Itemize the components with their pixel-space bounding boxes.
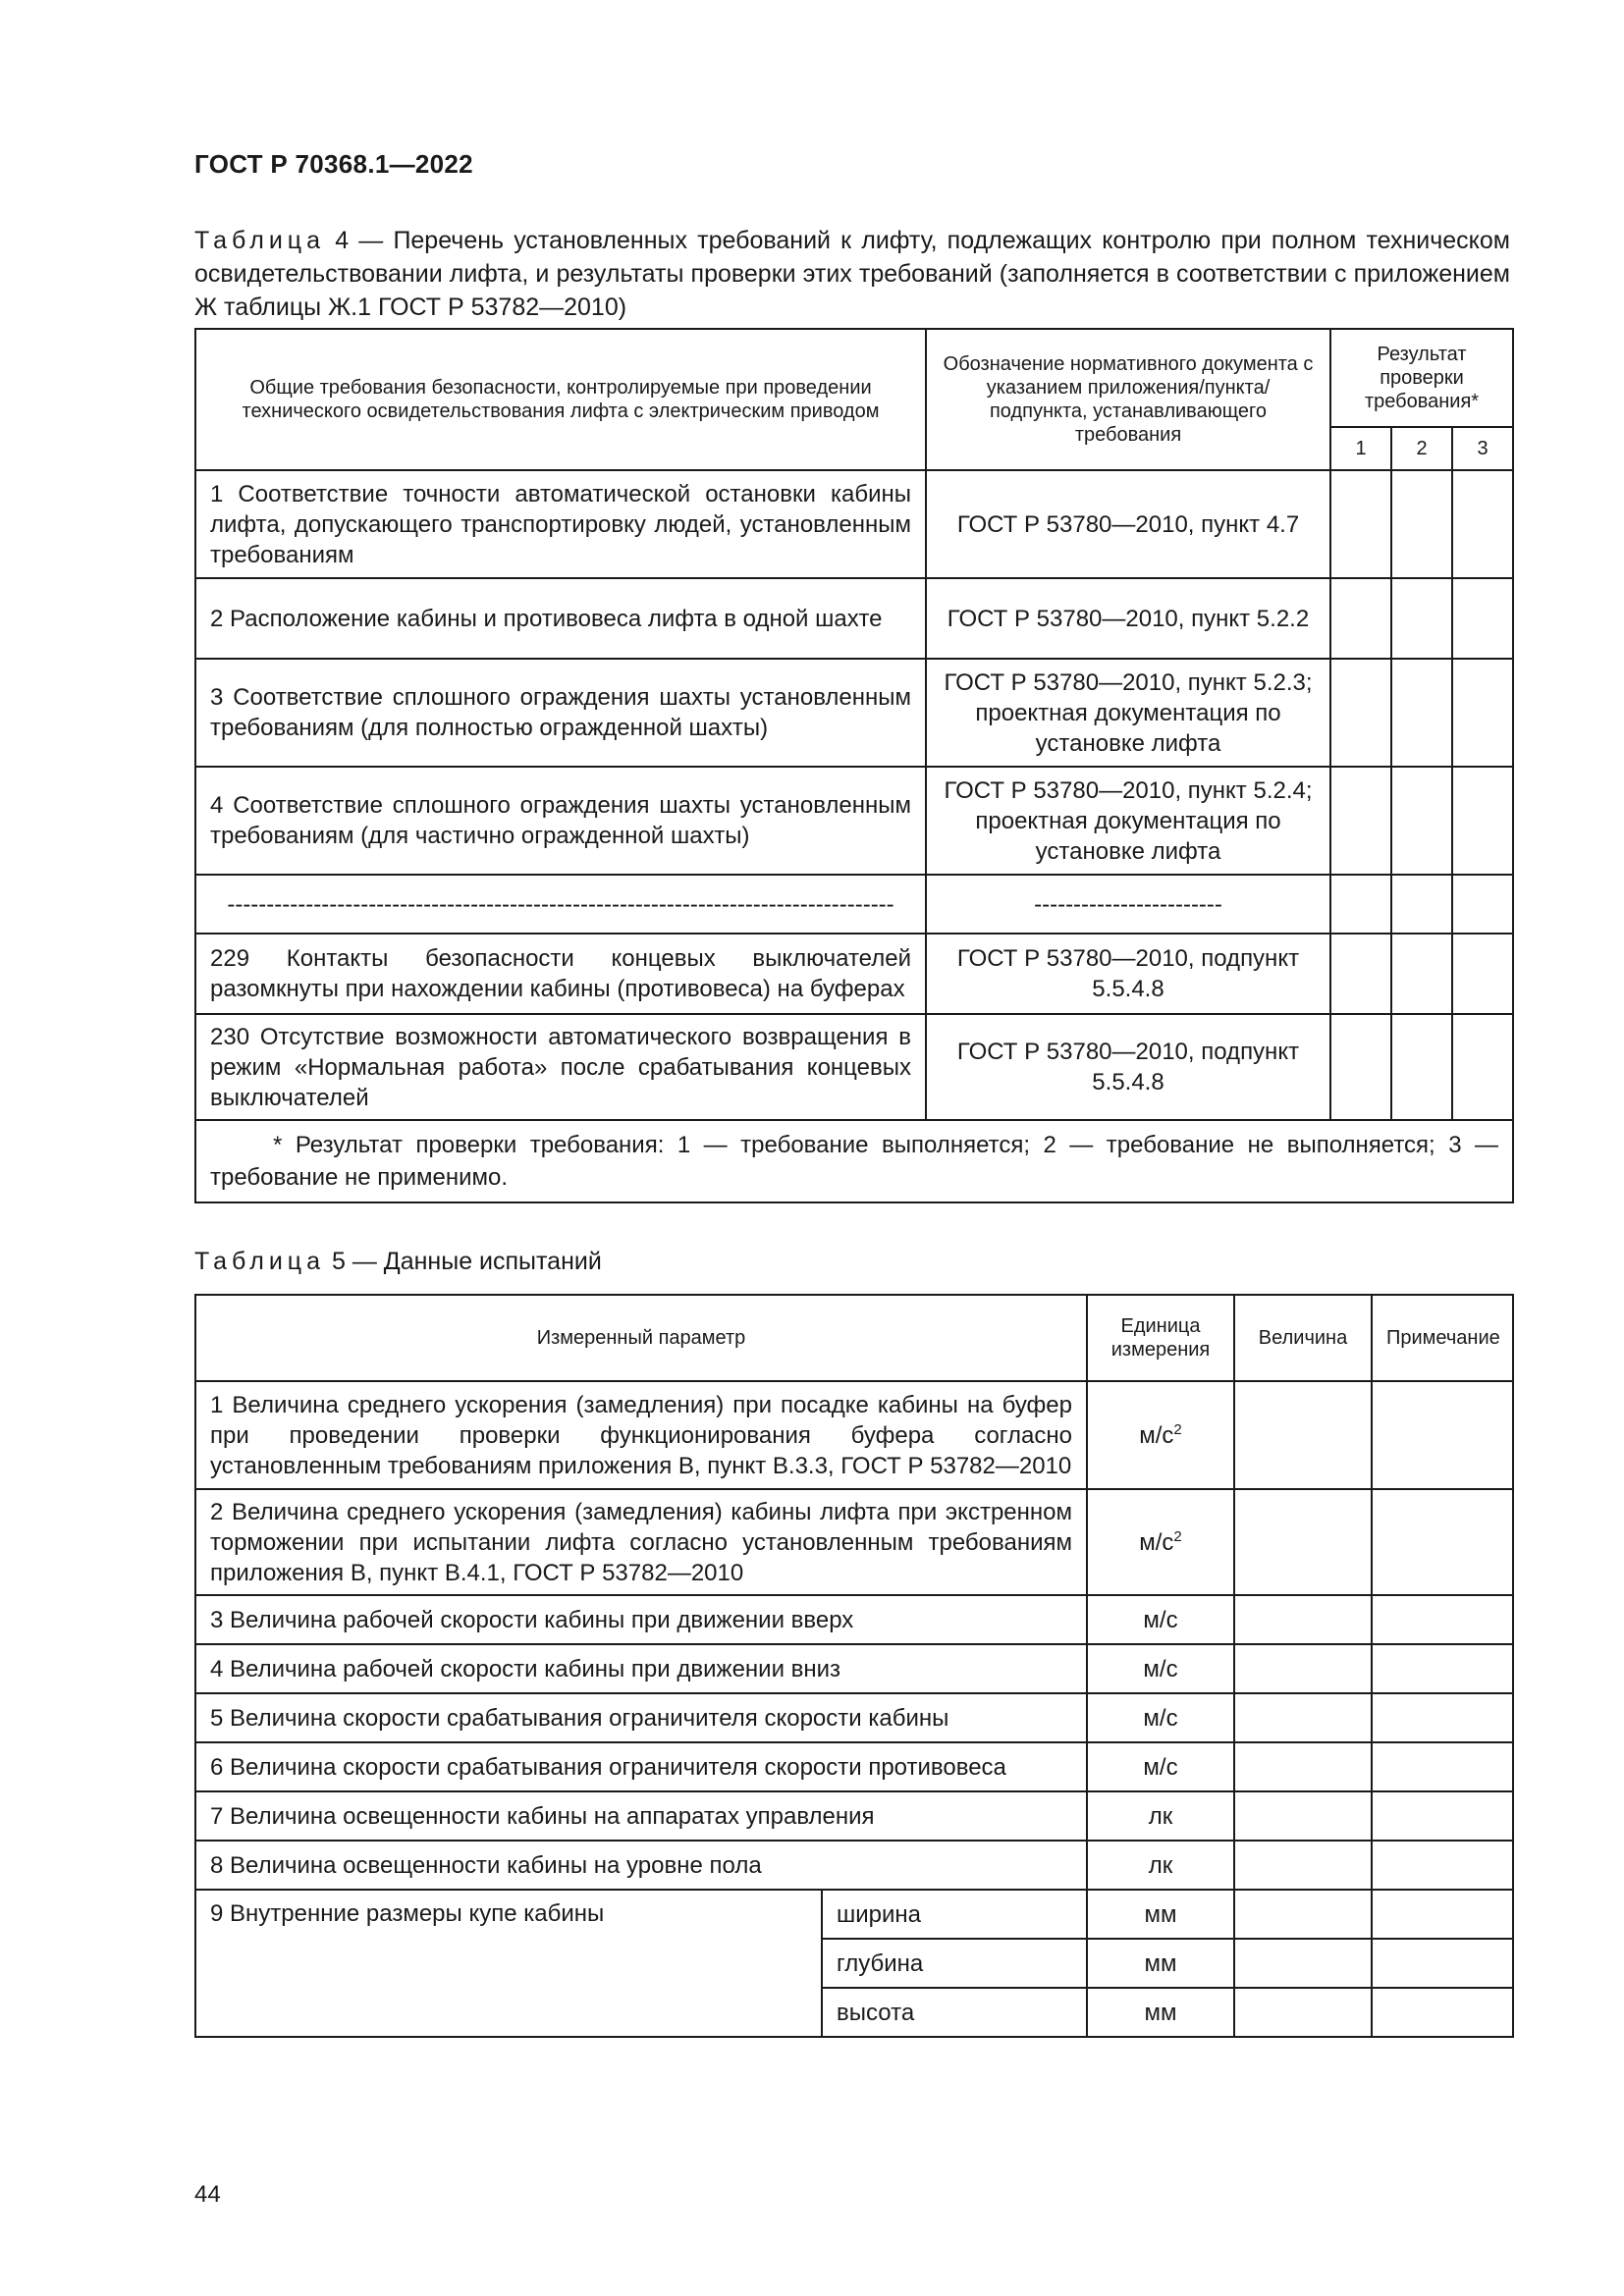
header-param: Измеренный параметр — [195, 1295, 1087, 1381]
value-cell — [1234, 1742, 1372, 1791]
note-cell — [1372, 1381, 1513, 1489]
result-cell — [1391, 470, 1452, 578]
note-cell — [1372, 1595, 1513, 1644]
result-cell — [1391, 934, 1452, 1014]
result-cell — [1391, 875, 1452, 934]
value-cell — [1234, 1841, 1372, 1890]
unit-superscript: 2 — [1173, 1527, 1182, 1545]
result-cell — [1330, 578, 1391, 659]
result-cell — [1330, 1014, 1391, 1120]
note-cell — [1372, 1890, 1513, 1939]
requirement-cell: ------------------------------------------------------------------------------------- — [195, 875, 926, 934]
header-unit: Единица измерения — [1087, 1295, 1234, 1381]
unit-cell: лк — [1087, 1841, 1234, 1890]
param-cell: 9 Внутренние размеры купе кабины — [195, 1890, 822, 2037]
table-row — [195, 659, 1513, 767]
table5-caption-label: Таблица — [194, 1248, 326, 1275]
note-cell — [1372, 1791, 1513, 1841]
table-row — [195, 1489, 1513, 1595]
note-cell — [1372, 1988, 1513, 2037]
table4-footnote-row — [195, 1120, 1513, 1202]
header-result-col-3: 3 — [1452, 427, 1513, 470]
header-requirement: Общие требования безопасности, контролируемые при проведении технического освидетельствования лифта с электрическим приводом — [195, 329, 926, 470]
table5-caption — [194, 1245, 1510, 1278]
document-cell: ГОСТ Р 53780—2010, подпункт 5.5.4.8 — [926, 934, 1330, 1014]
param-cell: 6 Величина скорости срабатывания ограничителя скорости противовеса — [195, 1742, 1087, 1791]
unit-cell — [1087, 1381, 1234, 1489]
value-cell — [1234, 1595, 1372, 1644]
table-row — [195, 578, 1513, 659]
document-cell: ------------------------ — [926, 875, 1330, 934]
table-row — [195, 767, 1513, 875]
result-cell — [1391, 767, 1452, 875]
document-cell: ГОСТ Р 53780—2010, подпункт 5.5.4.8 — [926, 1014, 1330, 1120]
unit-cell — [1087, 1489, 1234, 1595]
value-cell — [1234, 1381, 1372, 1489]
document-cell: ГОСТ Р 53780—2010, пункт 4.7 — [926, 470, 1330, 578]
unit-superscript: 2 — [1173, 1420, 1182, 1438]
table-row — [195, 1841, 1513, 1890]
requirement-cell: 2 Расположение кабины и противовеса лифта в одной шахте — [195, 578, 926, 659]
result-cell — [1452, 934, 1513, 1014]
param-cell: 7 Величина освещенности кабины на аппаратах управления — [195, 1791, 1087, 1841]
header-result-col-1: 1 — [1330, 427, 1391, 470]
param-cell: 1 Величина среднего ускорения (замедления) при посадке кабины на буфер при проведении проверки функционирования буфера согласно установленным требованиям приложения В, пункт В.3.3, ГОСТ Р 53782—2010 — [195, 1381, 1087, 1489]
unit-cell: м/с — [1087, 1693, 1234, 1742]
table5-caption-text: 5 — Данные испытаний — [331, 1248, 602, 1275]
result-cell — [1452, 470, 1513, 578]
param-cell: 4 Величина рабочей скорости кабины при движении вниз — [195, 1644, 1087, 1693]
table-row — [195, 934, 1513, 1014]
document-cell: ГОСТ Р 53780—2010, пункт 5.2.2 — [926, 578, 1330, 659]
note-cell — [1372, 1489, 1513, 1595]
param-cell: 3 Величина рабочей скорости кабины при движении вверх — [195, 1595, 1087, 1644]
table4-caption-text: 4 — Перечень установленных требований к лифту, подлежащих контролю при полном техническом освидетельствовании лифта, и результаты проверки этих требований (заполняется в соответствии с приложением Ж таблицы Ж.1 ГОСТ Р 53782—2010) — [194, 227, 1510, 321]
document-cell: ГОСТ Р 53780—2010, пункт 5.2.3; проектная документация по установке лифта — [926, 659, 1330, 767]
value-cell — [1234, 1791, 1372, 1841]
requirement-cell: 229 Контакты безопасности концевых выключателей разомкнуты при нахождении кабины (противовеса) на буферах — [195, 934, 926, 1014]
result-cell — [1391, 1014, 1452, 1120]
value-cell — [1234, 1644, 1372, 1693]
requirements-table — [194, 328, 1514, 1203]
note-cell — [1372, 1644, 1513, 1693]
result-cell — [1452, 875, 1513, 934]
result-cell — [1452, 1014, 1513, 1120]
dimension-cell: высота — [822, 1988, 1087, 2037]
table-row — [195, 1890, 1513, 1939]
table-row — [195, 470, 1513, 578]
header-result-col-2: 2 — [1391, 427, 1452, 470]
result-cell — [1330, 934, 1391, 1014]
unit-cell: м/с — [1087, 1644, 1234, 1693]
result-cell — [1330, 767, 1391, 875]
unit-cell: мм — [1087, 1939, 1234, 1988]
value-cell — [1234, 1693, 1372, 1742]
note-cell — [1372, 1693, 1513, 1742]
table-row — [195, 1693, 1513, 1742]
result-cell — [1391, 659, 1452, 767]
unit-text: м/с — [1139, 1421, 1174, 1449]
table-row — [195, 1644, 1513, 1693]
document-cell: ГОСТ Р 53780—2010, пункт 5.2.4; проектная документация по установке лифта — [926, 767, 1330, 875]
note-cell — [1372, 1742, 1513, 1791]
footnote-text: * Результат проверки требования: 1 — требование выполняется; 2 — требование не выполняется; 3 — требование не применимо. — [210, 1132, 1499, 1191]
result-cell — [1452, 659, 1513, 767]
note-cell — [1372, 1939, 1513, 1988]
note-cell — [1372, 1841, 1513, 1890]
result-cell — [1452, 578, 1513, 659]
requirement-cell: 230 Отсутствие возможности автоматического возвращения в режим «Нормальная работа» после срабатывания концевых выключателей — [195, 1014, 926, 1120]
header-note: Примечание — [1372, 1295, 1513, 1381]
unit-cell: лк — [1087, 1791, 1234, 1841]
requirement-cell: 1 Соответствие точности автоматической остановки кабины лифта, допускающего транспортировку людей, установленным требованиям — [195, 470, 926, 578]
value-cell — [1234, 1890, 1372, 1939]
requirement-cell: 4 Соответствие сплошного ограждения шахты установленным требованиям (для частично огражденной шахты) — [195, 767, 926, 875]
result-cell — [1391, 578, 1452, 659]
param-cell: 2 Величина среднего ускорения (замедления) кабины лифта при экстренном торможении при испытании лифта согласно установленным требованиям приложения В, пункт В.4.1, ГОСТ Р 53782—2010 — [195, 1489, 1087, 1595]
value-cell — [1234, 1939, 1372, 1988]
header-value: Величина — [1234, 1295, 1372, 1381]
result-cell — [1330, 659, 1391, 767]
header-result: Результат проверки требования* — [1330, 329, 1513, 427]
standard-header: ГОСТ Р 70368.1—2022 — [194, 149, 473, 179]
param-cell: 8 Величина освещенности кабины на уровне пола — [195, 1841, 1087, 1890]
unit-cell: м/с — [1087, 1742, 1234, 1791]
table-row — [195, 1791, 1513, 1841]
dimension-cell: глубина — [822, 1939, 1087, 1988]
value-cell — [1234, 1988, 1372, 2037]
requirement-cell: 3 Соответствие сплошного ограждения шахты установленным требованиям (для полностью огражденной шахты) — [195, 659, 926, 767]
unit-cell: мм — [1087, 1890, 1234, 1939]
table4-caption — [194, 224, 1510, 324]
table4-caption-label: Таблица — [194, 227, 326, 254]
unit-cell: мм — [1087, 1988, 1234, 2037]
dimension-cell: ширина — [822, 1890, 1087, 1939]
table-row — [195, 1381, 1513, 1489]
result-cell — [1330, 875, 1391, 934]
unit-cell: м/с — [1087, 1595, 1234, 1644]
table-row — [195, 1595, 1513, 1644]
unit-text: м/с — [1139, 1528, 1174, 1556]
result-cell — [1330, 470, 1391, 578]
result-cell — [1452, 767, 1513, 875]
table-row-ellipsis — [195, 875, 1513, 934]
table-row — [195, 1742, 1513, 1791]
table-row — [195, 1014, 1513, 1120]
header-document: Обозначение нормативного документа с указанием приложения/пункта/подпункта, устанавливающего требования — [926, 329, 1330, 470]
value-cell — [1234, 1489, 1372, 1595]
table4-footnote — [195, 1120, 1513, 1202]
param-cell: 5 Величина скорости срабатывания ограничителя скорости кабины — [195, 1693, 1087, 1742]
test-data-table — [194, 1294, 1514, 2038]
page-number: 44 — [194, 2181, 221, 2208]
